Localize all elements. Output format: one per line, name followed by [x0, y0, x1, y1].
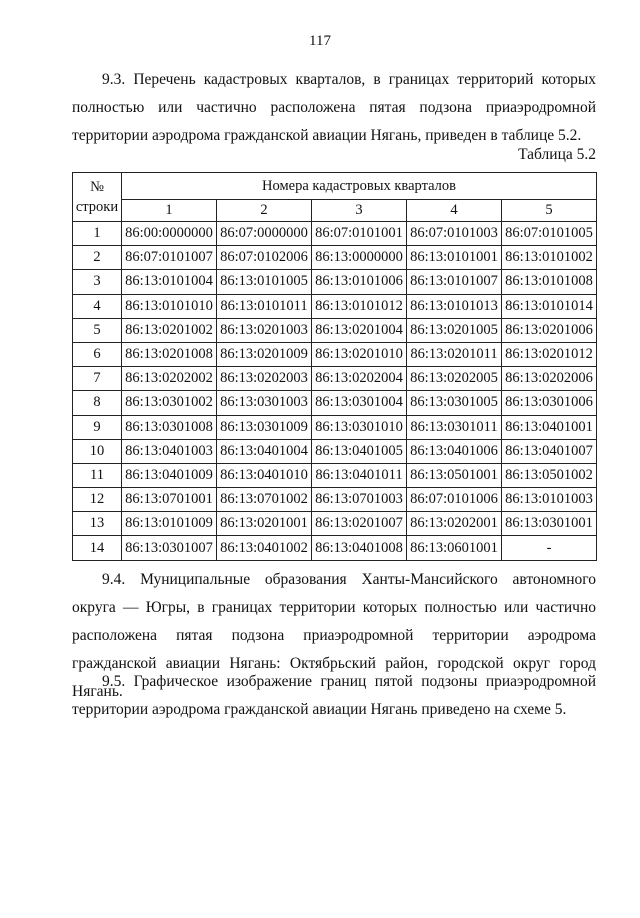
cadastral-number-cell: 86:07:0101006	[407, 488, 502, 512]
cadastral-number-cell: 86:13:0201008	[122, 342, 217, 366]
row-number-cell: 13	[73, 512, 122, 536]
table-row	[73, 463, 597, 487]
cadastral-number-cell: 86:13:0201002	[122, 318, 217, 342]
cadastral-number-cell: 86:13:0101005	[217, 270, 312, 294]
cadastral-number-cell: 86:13:0701003	[312, 488, 407, 512]
table-header-row	[73, 173, 597, 200]
cadastral-number-cell: 86:13:0301005	[407, 391, 502, 415]
cadastral-number-cell: 86:13:0401005	[312, 439, 407, 463]
paragraph-9-5	[72, 668, 596, 724]
header-cadastral-numbers: Номера кадастровых кварталов	[122, 173, 597, 200]
cadastral-number-cell: 86:13:0401010	[217, 463, 312, 487]
cadastral-number-cell: 86:13:0101004	[122, 270, 217, 294]
cadastral-number-cell: 86:13:0401011	[312, 463, 407, 487]
cadastral-number-cell: 86:13:0301009	[217, 415, 312, 439]
cadastral-number-cell: 86:13:0401002	[217, 536, 312, 560]
column-number: 4	[407, 200, 502, 222]
cadastral-number-cell: 86:07:0101005	[502, 222, 597, 246]
table-row	[73, 439, 597, 463]
cadastral-number-cell: 86:13:0201012	[502, 342, 597, 366]
row-number-cell: 2	[73, 246, 122, 270]
cadastral-number-cell: 86:13:0201006	[502, 318, 597, 342]
table-row	[73, 246, 597, 270]
row-number-cell: 1	[73, 222, 122, 246]
cadastral-number-cell: 86:13:0201011	[407, 342, 502, 366]
cadastral-number-cell: 86:13:0101014	[502, 294, 597, 318]
row-number-cell: 5	[73, 318, 122, 342]
cadastral-number-cell: 86:13:0202001	[407, 512, 502, 536]
cadastral-number-cell: 86:13:0201003	[217, 318, 312, 342]
table-row	[73, 342, 597, 366]
cadastral-number-cell: 86:13:0101009	[122, 512, 217, 536]
cadastral-number-cell: 86:07:0101001	[312, 222, 407, 246]
cadastral-number-cell: 86:13:0202003	[217, 367, 312, 391]
cadastral-number-cell: 86:13:0701001	[122, 488, 217, 512]
cadastral-table	[72, 172, 597, 561]
paragraph-9-4-text: 9.4. Муниципальные образования Ханты-Мансийского автономного округа — Югры, в границах территории которых полностью или частично расположена пятая подзона приаэродромной территории аэродрома гражданской авиации Нягань: Октябрьский район, городской округ город Нягань.	[72, 571, 596, 700]
paragraph-9-3-text: 9.3. Перечень кадастровых кварталов, в границах территорий которых полностью или частично расположена пятая подзона приаэродромной территории аэродрома гражданской авиации Нягань, приведен в таблице 5.2.	[72, 71, 596, 144]
cadastral-number-cell: 86:07:0000000	[217, 222, 312, 246]
cadastral-number-cell: 86:13:0501001	[407, 463, 502, 487]
table-row	[73, 367, 597, 391]
cadastral-number-cell: 86:13:0101011	[217, 294, 312, 318]
cadastral-number-cell: 86:13:0301002	[122, 391, 217, 415]
cadastral-number-cell: 86:13:0301008	[122, 415, 217, 439]
column-number: 5	[502, 200, 597, 222]
row-number-cell: 10	[73, 439, 122, 463]
cadastral-number-cell: 86:07:0102006	[217, 246, 312, 270]
paragraph-9-5-text: 9.5. Графическое изображение границ пятой подзоны приаэродромной территории аэродрома гражданской авиации Нягань приведено на схеме 5.	[72, 673, 596, 718]
page-number: 117	[309, 33, 331, 49]
cadastral-number-cell: 86:13:0301001	[502, 512, 597, 536]
row-number-cell: 4	[73, 294, 122, 318]
cadastral-number-cell: 86:13:0101001	[407, 246, 502, 270]
cadastral-number-cell: 86:13:0301011	[407, 415, 502, 439]
cadastral-number-cell: 86:13:0501002	[502, 463, 597, 487]
table-label: Таблица 5.2	[518, 146, 596, 163]
table-row	[73, 391, 597, 415]
row-number-cell: 6	[73, 342, 122, 366]
cadastral-number-cell: 86:13:0201009	[217, 342, 312, 366]
cadastral-number-cell: 86:13:0301007	[122, 536, 217, 560]
header-row-number-text: № строки	[75, 179, 119, 215]
cadastral-number-cell: 86:13:0201010	[312, 342, 407, 366]
cadastral-number-cell: 86:13:0101012	[312, 294, 407, 318]
cadastral-number-cell: 86:13:0401009	[122, 463, 217, 487]
row-number-cell: 8	[73, 391, 122, 415]
cadastral-number-cell: 86:13:0201005	[407, 318, 502, 342]
column-number: 3	[312, 200, 407, 222]
cadastral-number-cell: 86:13:0401006	[407, 439, 502, 463]
cadastral-number-cell: 86:13:0301006	[502, 391, 597, 415]
paragraph-9-3	[72, 66, 596, 150]
cadastral-number-cell: 86:13:0401007	[502, 439, 597, 463]
cadastral-number-cell: 86:13:0201001	[217, 512, 312, 536]
row-number-cell: 12	[73, 488, 122, 512]
cadastral-number-cell: 86:13:0202005	[407, 367, 502, 391]
cadastral-number-cell: 86:13:0000000	[312, 246, 407, 270]
cadastral-number-cell: 86:13:0101007	[407, 270, 502, 294]
table-row	[73, 536, 597, 560]
column-number-row	[73, 200, 597, 222]
cadastral-number-cell: 86:13:0401004	[217, 439, 312, 463]
table-row	[73, 415, 597, 439]
cadastral-number-cell: 86:13:0101002	[502, 246, 597, 270]
cadastral-number-cell: 86:13:0301003	[217, 391, 312, 415]
table-row	[73, 222, 597, 246]
cadastral-number-cell: 86:13:0201007	[312, 512, 407, 536]
cadastral-number-cell: 86:13:0401003	[122, 439, 217, 463]
table-row	[73, 488, 597, 512]
cadastral-number-cell: 86:13:0202006	[502, 367, 597, 391]
row-number-cell: 9	[73, 415, 122, 439]
column-number: 1	[122, 200, 217, 222]
table-row	[73, 512, 597, 536]
cadastral-number-cell: 86:13:0601001	[407, 536, 502, 560]
cadastral-number-cell: 86:13:0301010	[312, 415, 407, 439]
cadastral-number-cell: 86:13:0101008	[502, 270, 597, 294]
row-number-cell: 11	[73, 463, 122, 487]
cadastral-number-cell: 86:13:0202002	[122, 367, 217, 391]
cadastral-number-cell: 86:13:0101010	[122, 294, 217, 318]
cadastral-number-cell: 86:13:0301004	[312, 391, 407, 415]
table-row	[73, 318, 597, 342]
header-row-number	[73, 173, 122, 222]
table-row	[73, 294, 597, 318]
cadastral-number-cell: -	[502, 536, 597, 560]
cadastral-number-cell: 86:13:0101003	[502, 488, 597, 512]
cadastral-number-cell: 86:13:0401008	[312, 536, 407, 560]
cadastral-number-cell: 86:07:0101007	[122, 246, 217, 270]
table-row	[73, 270, 597, 294]
cadastral-number-cell: 86:00:0000000	[122, 222, 217, 246]
cadastral-number-cell: 86:13:0101013	[407, 294, 502, 318]
row-number-cell: 3	[73, 270, 122, 294]
cadastral-number-cell: 86:13:0701002	[217, 488, 312, 512]
cadastral-number-cell: 86:07:0101003	[407, 222, 502, 246]
cadastral-number-cell: 86:13:0101006	[312, 270, 407, 294]
row-number-cell: 7	[73, 367, 122, 391]
row-number-cell: 14	[73, 536, 122, 560]
cadastral-number-cell: 86:13:0201004	[312, 318, 407, 342]
column-number: 2	[217, 200, 312, 222]
table-body	[73, 222, 597, 561]
cadastral-number-cell: 86:13:0202004	[312, 367, 407, 391]
cadastral-number-cell: 86:13:0401001	[502, 415, 597, 439]
